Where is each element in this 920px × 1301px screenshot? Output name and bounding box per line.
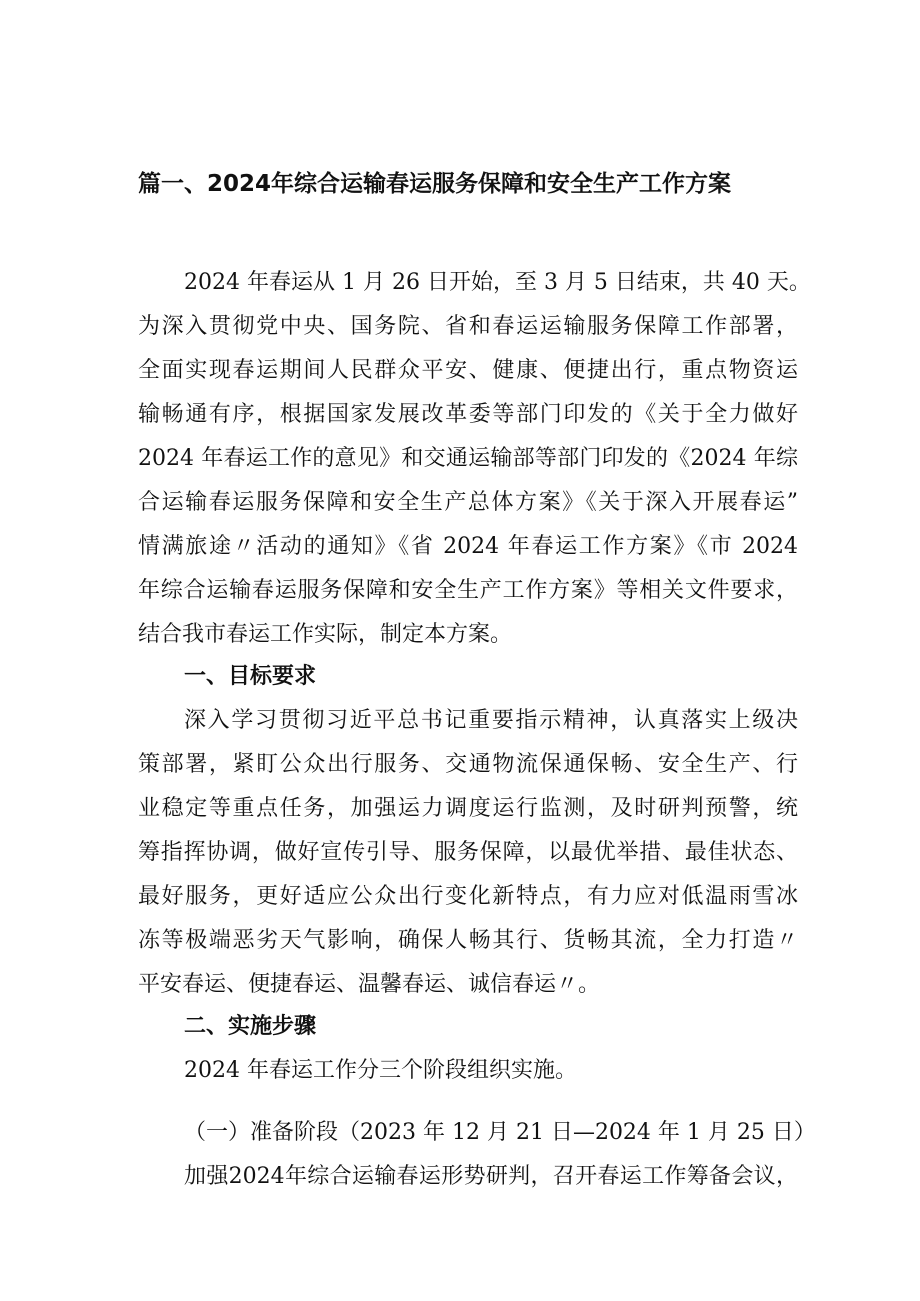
intro-line: 情满旅途〃活动的通知》《省 2024 年春运工作方案》《市 2024 [138,534,798,559]
stage1-heading: （一）准备阶段（2023 年 12 月 21 日—2024 年 1 月 25 日） [184,1120,816,1145]
section1-line: 平安春运、便捷春运、温馨春运、诚信春运〃。 [138,972,601,997]
intro-line: 输畅通有序，根据国家发展改革委等部门印发的《关于全力做好 [138,402,798,427]
section2-line: 2024 年春运工作分三个阶段组织实施。 [184,1058,577,1083]
section1-line: 筹指挥协调，做好宣传引导、服务保障，以最优举措、最佳状态、 [138,840,798,865]
section1-line: 冻等极端恶劣天气影响，确保人畅其行、货畅其流，全力打造〃 [138,928,798,953]
section1-line: 最好服务，更好适应公众出行变化新特点，有力应对低温雨雪冰 [138,884,798,909]
intro-line: 年综合运输春运服务保障和安全生产工作方案》等相关文件要求， [138,578,798,603]
intro-line: 结合我市春运工作实际，制定本方案。 [138,622,513,647]
intro-line: 为深入贯彻党中央、国务院、省和春运运输服务保障工作部署， [138,314,798,339]
document-title: 篇一、2024年综合运输春运服务保障和安全生产工作方案 [138,171,732,197]
section-heading-goals: 一、目标要求 [184,664,317,689]
stage1-line: 加强2024年综合运输春运形势研判，召开春运工作筹备会议， [184,1164,798,1189]
intro-line: 全面实现春运期间人民群众平安、健康、便捷出行，重点物资运 [138,358,798,383]
intro-line: 2024 年春运从 1 月 26 日开始，至 3 月 5 日结束，共 40 天。 [184,270,811,295]
section1-line: 业稳定等重点任务，加强运力调度运行监测，及时研判预警，统 [138,796,798,821]
intro-line: 合运输春运服务保障和安全生产总体方案》《关于深入开展春运” [138,490,798,515]
section-heading-steps: 二、实施步骤 [184,1014,317,1039]
section1-line: 深入学习贯彻习近平总书记重要指示精神，认真落实上级决 [184,708,798,733]
section1-line: 策部署，紧盯公众出行服务、交通物流保通保畅、安全生产、行 [138,752,798,777]
intro-line: 2024 年春运工作的意见》和交通运输部等部门印发的《2024 年综 [138,446,798,471]
